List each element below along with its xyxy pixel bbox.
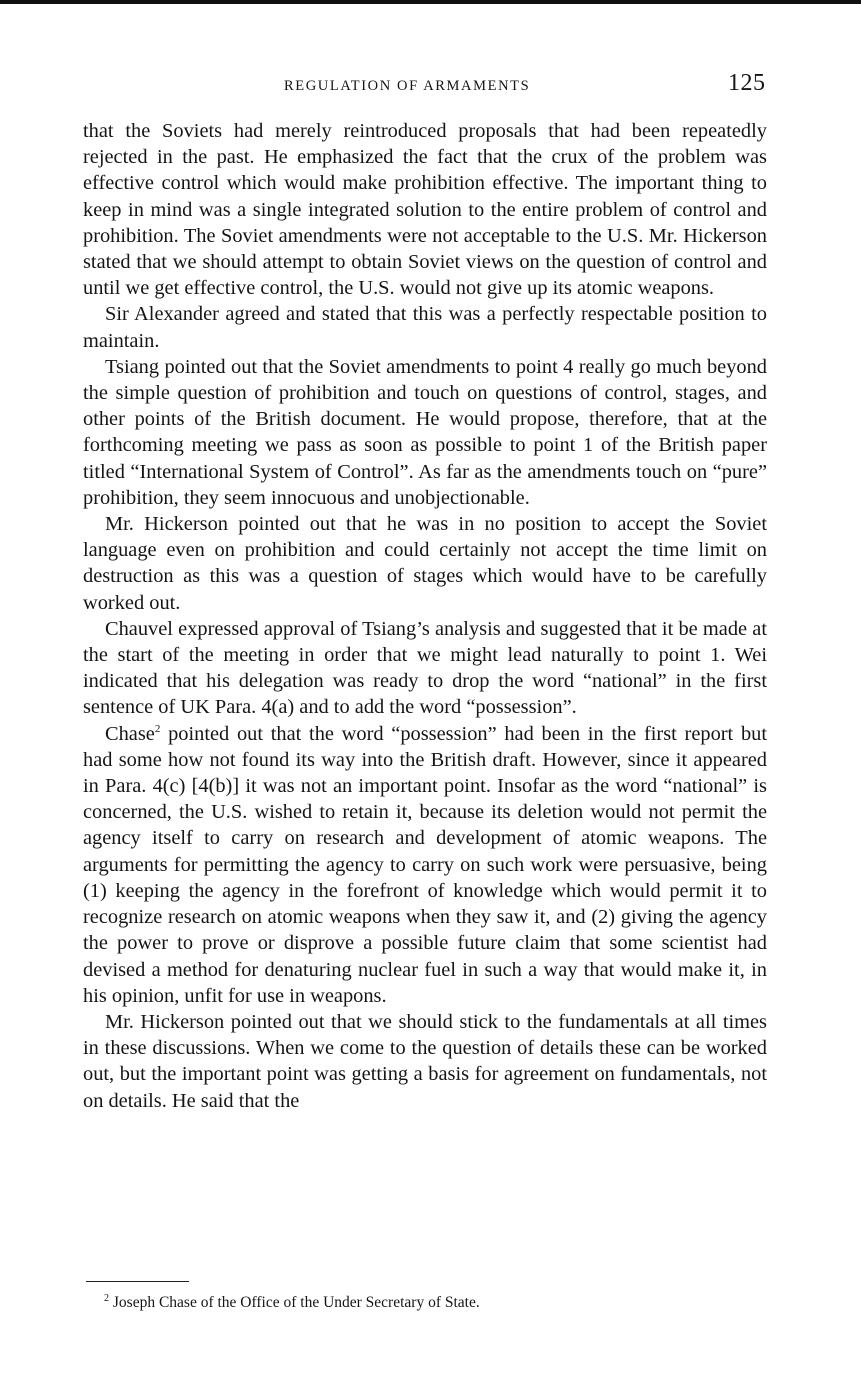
footnote-reference: 2 [154, 722, 161, 735]
footnote-marker: 2 [104, 1292, 109, 1304]
footnote-text: Joseph Chase of the Office of the Under Secretary of State. [109, 1294, 480, 1311]
footnote-divider [86, 1281, 189, 1282]
paragraph-sir-alexander: Sir Alexander agreed and stated that this was a perfectly respectable position to maintain. [83, 303, 767, 352]
top-border-rule [0, 0, 861, 4]
paragraph-chase-text: pointed out that the word “possession” had been in the first report but had some how not found its way into the British draft. However, since it appeared in Para. 4(c) [4(b)] it was not an important point. Insofar as the word “national” is concerned, the U.S. wished to retain it, because its deletion would not permit the agency itself to carry on research and development of atomic weapons. The arguments for permitting the agency to carry on such work were persuasive, being (1) keeping the agency in the forefront of knowledge which would permit it to recognize research on atomic weapons when they saw it, and (2) giving the agency the power to prove or disprove a possible future claim that some scientist had devised a method for denaturing nuclear fuel in such a way that would make it, in his opinion, unfit for use in weapons. [83, 722, 767, 1007]
speaker-name: Chase [105, 722, 155, 745]
running-header [0, 70, 861, 104]
paragraph-hickerson-fundamentals: Mr. Hickerson pointed out that we should stick to the fundamentals at all times in these discussions. When we come to the question of details these can be worked out, but the important point was getting a basis for agreement on fundamentals, not on details. He said that the [83, 1010, 767, 1112]
paragraph-hickerson-reply: Mr. Hickerson pointed out that he was in no position to accept the Soviet language even on prohibition and could certainly not accept the time limit on destruction as this was a question of stages which would have to be carefully worked out. [83, 513, 767, 614]
paragraph-chauvel: Chauvel expressed approval of Tsiang’s analysis and suggested that it be made at the start of the meeting in order that we might lead naturally to point 1. Wei indicated that his delegation was ready to drop the word “national” in the first sentence of UK Para. 4(a) and to add the word “possession”. [83, 617, 767, 719]
page-number: 125 [728, 70, 766, 96]
running-title: REGULATION OF ARMAMENTS [284, 78, 531, 94]
paragraph-continued: that the Soviets had merely reintroduced proposals that had been repeatedly rejected in the past. He emphasized the fact that the crux of the problem was effective control which would make prohibition effective. The important thing to keep in mind was a single integrated solution to the entire problem of control and prohibition. The Soviet amendments were not acceptable to the U.S. Mr. Hickerson stated that we should attempt to obtain Soviet views on the question of control and until we get effective control, the U.S. would not give up its atomic weapons. [83, 120, 767, 300]
body-text [83, 118, 767, 1114]
paragraph-chase [83, 721, 767, 1009]
paragraph-tsiang: Tsiang pointed out that the Soviet amendments to point 4 really go much beyond the simple question of prohibition and touch on questions of control, stages, and other points of the British document. He would propose, therefore, that at the forthcoming meeting we pass as soon as possible to point 1 of the British paper titled “International System of Control”. As far as the amendments touch on “pure” prohibition, they seem innocuous and unobjectionable. [83, 355, 767, 509]
footnote [104, 1293, 764, 1313]
